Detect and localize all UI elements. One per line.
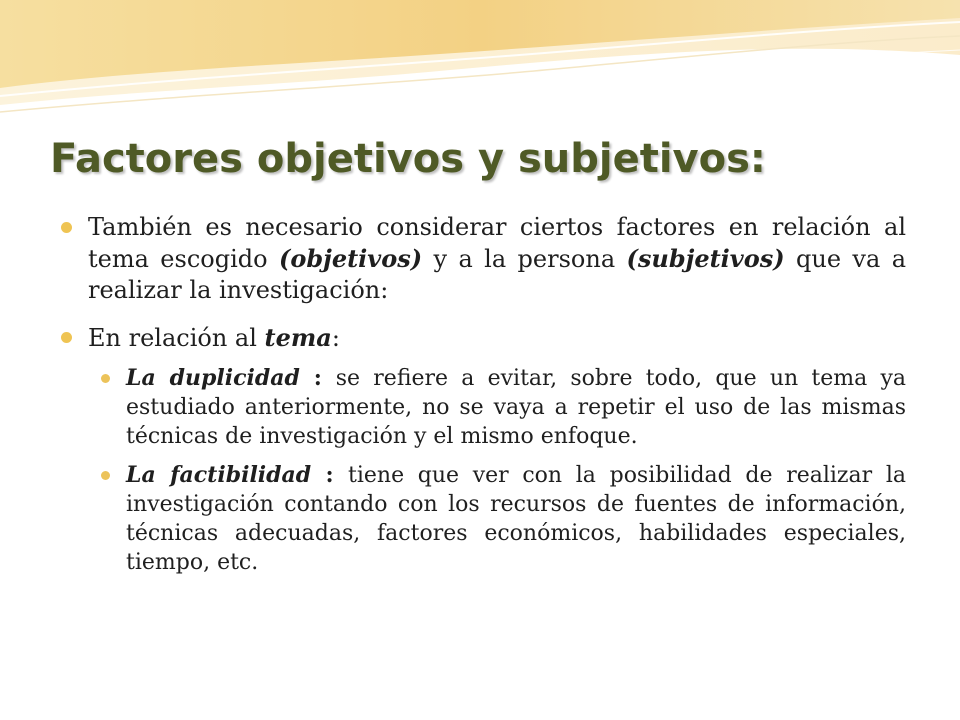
- wave-decoration: [0, 0, 960, 130]
- bullet-text: y a la persona: [422, 245, 627, 273]
- emphasis-objetivos: (objetivos): [278, 244, 423, 273]
- bullet-text: También es necesario considerar ciertos factores en relación al tema escogido: [88, 213, 906, 273]
- subbullet-text: se refiere a evitar, sobre todo, que un tema ya estudiado anteriormente, no se vaya a repetir el uso de las mismas técnicas de investigación y el mismo enfoque.: [126, 366, 906, 449]
- subbullet-dot-icon: [101, 374, 110, 383]
- emphasis-tema: tema: [264, 323, 332, 352]
- term-separator: :: [311, 462, 348, 488]
- term-factibilidad: La factibilidad: [126, 462, 312, 488]
- bullet-factors-intro: [58, 212, 906, 306]
- subbullet-factibilidad: [98, 461, 906, 577]
- bullet-dot-icon: [61, 332, 72, 343]
- subbullet-dot-icon: [101, 471, 110, 480]
- bullet-text: En relación al: [88, 324, 265, 352]
- slide-body: [58, 212, 906, 587]
- subbullet-duplicidad: [98, 364, 906, 451]
- slide-title: Factores objetivos y subjetivos:: [50, 136, 766, 182]
- bullet-dot-icon: [61, 222, 72, 233]
- bullet-text: que va a realizar la investigación:: [88, 245, 907, 304]
- emphasis-subjetivos: (subjetivos): [626, 244, 785, 273]
- term-separator: :: [299, 365, 336, 391]
- bullet-tema: [58, 322, 906, 354]
- bullet-text: :: [331, 324, 340, 352]
- subbullet-text: tiene que ver con la posibilidad de realizar la investigación contando con los recursos de fuentes de información, técnicas adecuadas, factores económicos, habilidades especiales, tiempo, etc.: [126, 463, 906, 575]
- term-duplicidad: La duplicidad: [126, 365, 300, 391]
